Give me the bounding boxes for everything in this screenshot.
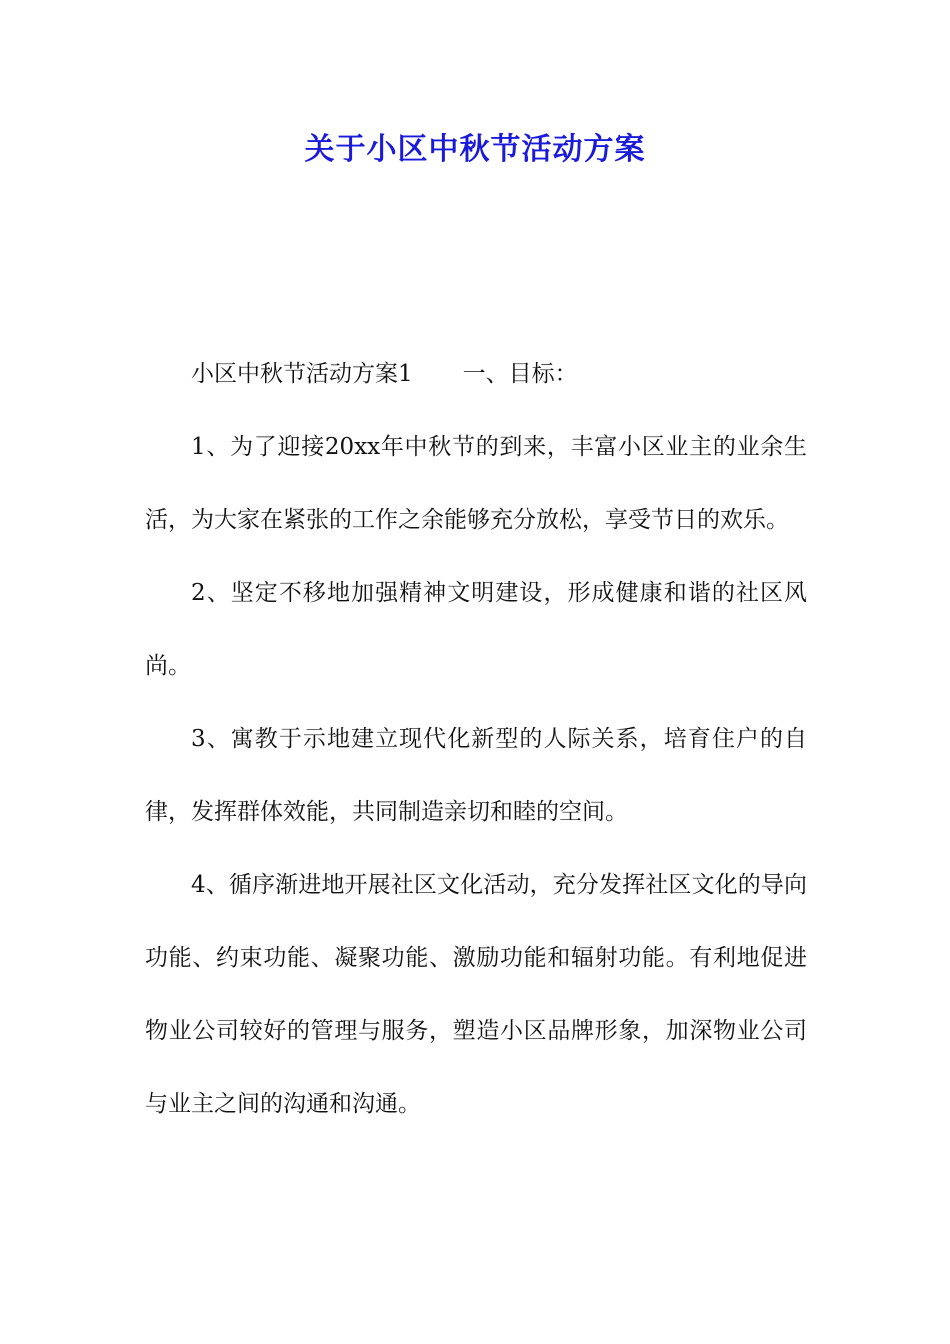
- paragraph-4: 4、循序渐进地开展社区文化活动，充分发挥社区文化的导向功能、约束功能、凝聚功能、激励功能和辐射功能。有利地促进物业公司较好的管理与服务，塑造小区品牌形象，加深物业公司与业主之间的沟通和沟通。: [145, 872, 807, 1117]
- subheading: 一、目标：: [462, 361, 578, 387]
- section-heading-line: [145, 338, 807, 411]
- section-title: 小区中秋节活动方案1: [191, 361, 413, 387]
- paragraph-1: 1、为了迎接20xx年中秋节的到来，丰富小区业主的业余生活，为大家在紧张的工作之余能够充分放松，享受节日的欢乐。: [145, 434, 807, 533]
- paragraph-3: 3、寓教于示地建立现代化新型的人际关系，培育住户的自律，发挥群体效能，共同制造亲切和睦的空间。: [145, 726, 807, 825]
- document-body: [145, 338, 807, 1141]
- document-title: 关于小区中秋节活动方案: [304, 132, 646, 167]
- paragraph-2: 2、坚定不移地加强精神文明建设，形成健康和谐的社区风尚。: [145, 580, 807, 679]
